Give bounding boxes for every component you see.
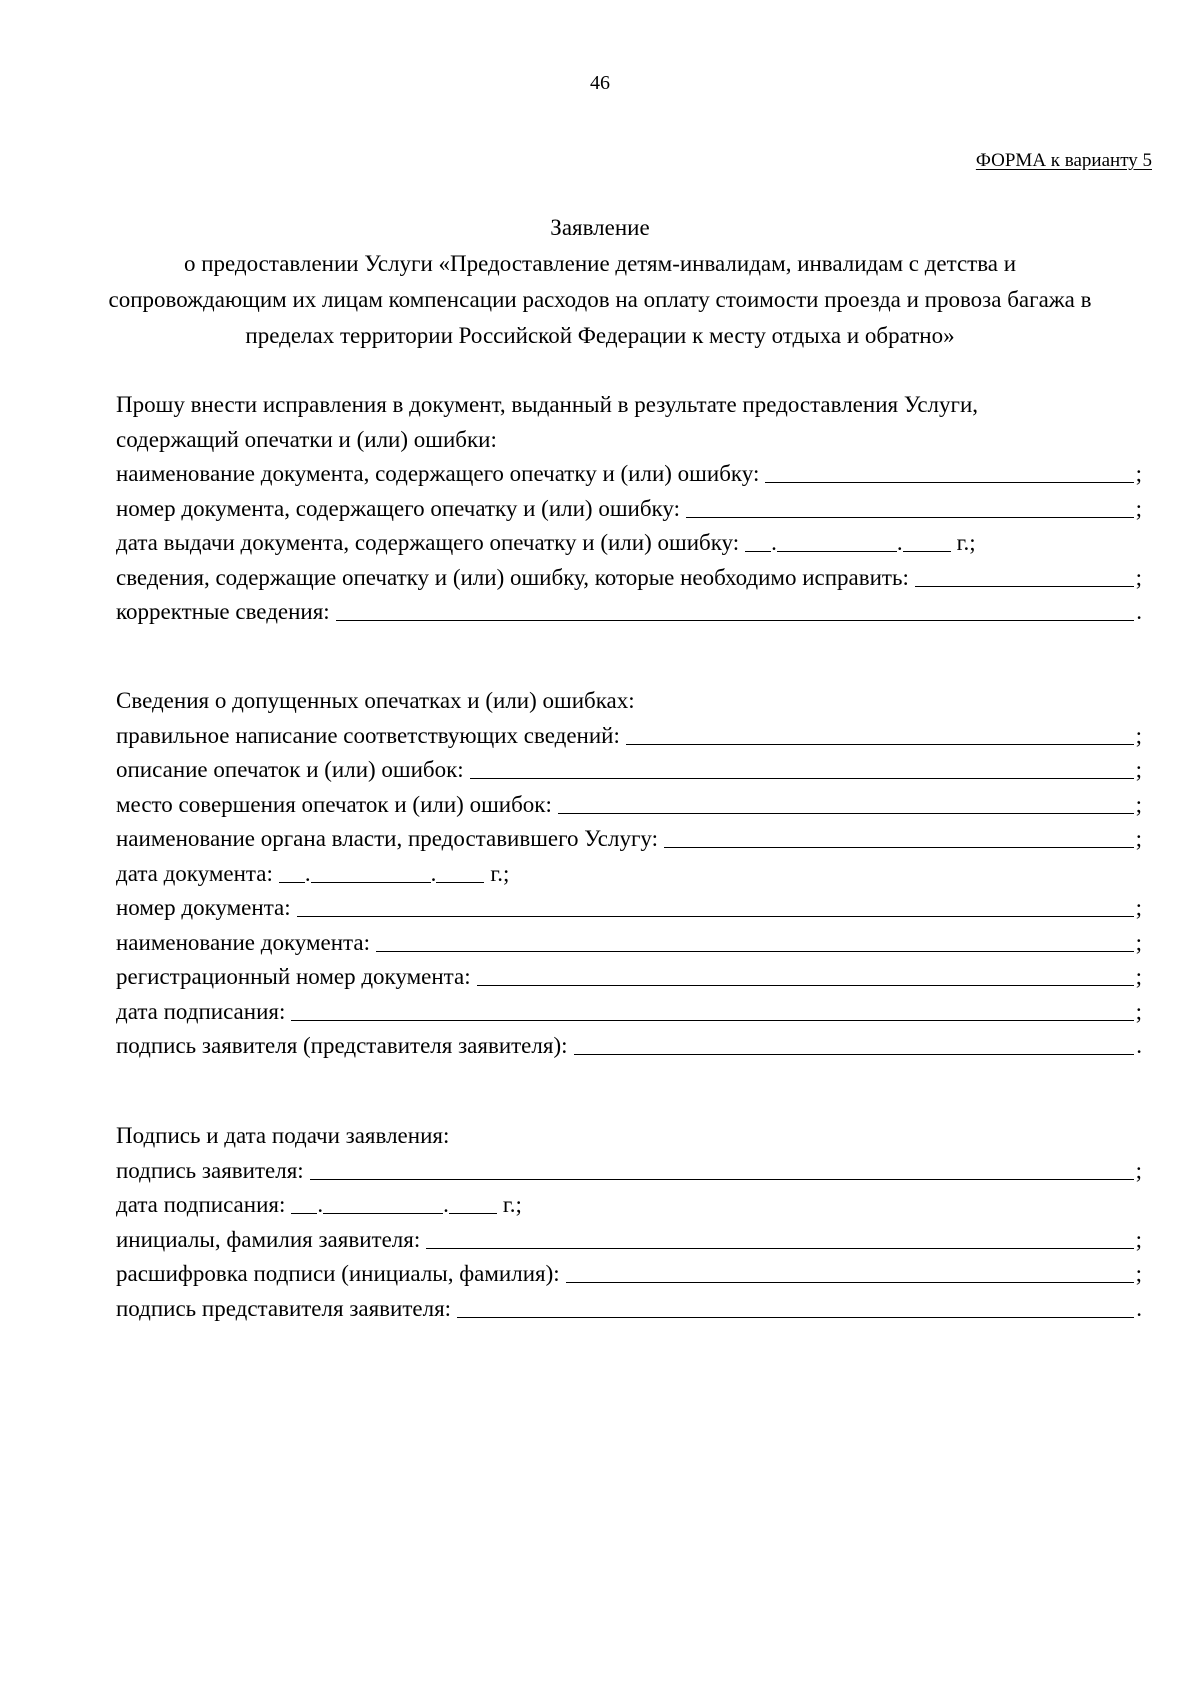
- form-variant-label: ФОРМА к варианту 5: [975, 150, 1152, 171]
- blank-line[interactable]: [626, 726, 1134, 745]
- field-correct-info: [116, 595, 1142, 630]
- date-day-blank[interactable]: [291, 1195, 317, 1214]
- section-heading: Сведения о допущенных опечатках и (или) ошибках:: [116, 688, 635, 713]
- blank-line[interactable]: [477, 967, 1134, 986]
- field-punctuation: ;: [1135, 757, 1142, 782]
- field-label: описание опечаток и (или) ошибок:: [116, 757, 464, 782]
- field-label: наименование документа:: [116, 929, 370, 955]
- field-label: подпись заявителя (представителя заявителя):: [116, 1033, 568, 1058]
- blank-line[interactable]: [558, 795, 1134, 814]
- section-signature: [116, 1119, 1142, 1326]
- blank-line[interactable]: [336, 602, 1135, 621]
- field-applicant-name: [116, 1223, 1142, 1258]
- field-registration-number: [116, 960, 1142, 995]
- field-document-date: [116, 857, 1142, 892]
- field-punctuation: ;: [1135, 929, 1142, 955]
- date-year-blank[interactable]: [903, 533, 951, 552]
- field-punctuation: ;: [1135, 791, 1142, 817]
- field-label: корректные сведения:: [116, 599, 330, 624]
- field-label: инициалы, фамилия заявителя:: [116, 1226, 421, 1252]
- field-label: номер документа:: [116, 895, 291, 920]
- field-document-name: [116, 457, 1142, 492]
- blank-line[interactable]: [310, 1161, 1134, 1180]
- field-signature-transcript: [116, 1257, 1142, 1292]
- date-suffix: г.;: [490, 860, 510, 886]
- section-error-details: [116, 684, 1142, 1064]
- blank-line[interactable]: [470, 760, 1134, 779]
- field-punctuation: .: [1136, 1033, 1142, 1058]
- date-day-blank[interactable]: [745, 533, 771, 552]
- section-heading: Подпись и дата подачи заявления:: [116, 1123, 450, 1148]
- field-punctuation: ;: [1135, 826, 1142, 851]
- blank-line[interactable]: [915, 568, 1134, 587]
- blank-line[interactable]: [664, 829, 1134, 848]
- field-punctuation: ;: [1135, 1226, 1142, 1252]
- field-label: правильное написание соответствующих сведений:: [116, 722, 620, 748]
- field-signing-date: [116, 995, 1142, 1030]
- field-punctuation: ;: [1135, 998, 1142, 1024]
- field-punctuation: ;: [1135, 495, 1142, 521]
- field-label: дата выдачи документа, содержащего опечатку и (или) ошибку:: [116, 530, 740, 555]
- field-label: дата подписания:: [116, 998, 286, 1024]
- field-applicant-signature: [116, 1029, 1142, 1064]
- field-label: сведения, содержащие опечатку и (или) ошибку, которые необходимо исправить:: [116, 564, 909, 590]
- blank-line[interactable]: [376, 933, 1134, 952]
- field-punctuation: ;: [1135, 722, 1142, 748]
- date-month-blank[interactable]: [323, 1195, 443, 1214]
- field-document-name: [116, 926, 1142, 961]
- blank-line[interactable]: [426, 1230, 1133, 1249]
- date-separator: .: [317, 1192, 324, 1217]
- blank-line[interactable]: [574, 1036, 1135, 1055]
- date-year-blank[interactable]: [436, 864, 484, 883]
- blank-line[interactable]: [566, 1264, 1134, 1283]
- date-separator: .: [304, 860, 311, 886]
- field-error-description: [116, 753, 1142, 788]
- date-day-blank[interactable]: [279, 864, 305, 883]
- date-separator: .: [771, 530, 777, 555]
- field-correct-spelling: [116, 719, 1142, 754]
- document-title: Заявление: [550, 215, 650, 240]
- date-suffix: г.;: [956, 530, 976, 555]
- document-subtitle: о предоставлении Услуги «Предоставление детям-инвалидам, инвалидам с детства и сопровождающим их лицам компенсации расходов на оплату стоимости проезда и провоза багажа в пределах территории Российской Федерации к месту отдыха и обратно»: [108, 251, 1092, 348]
- field-punctuation: .: [1136, 1295, 1142, 1321]
- date-separator: .: [896, 530, 903, 555]
- blank-line[interactable]: [457, 1299, 1134, 1318]
- field-issue-date: [116, 526, 1142, 561]
- field-punctuation: ;: [1135, 1261, 1142, 1286]
- date-year-blank[interactable]: [449, 1195, 497, 1214]
- field-error-location: [116, 788, 1142, 823]
- field-punctuation: .: [1136, 599, 1142, 624]
- field-label: дата документа:: [116, 860, 273, 886]
- field-punctuation: ;: [1135, 1157, 1142, 1183]
- field-label: наименование органа власти, предоставившего Услугу:: [116, 826, 658, 851]
- field-representative-signature: [116, 1292, 1142, 1327]
- date-month-blank[interactable]: [777, 533, 897, 552]
- blank-line[interactable]: [297, 898, 1134, 917]
- field-label: наименование документа, содержащего опечатку и (или) ошибку:: [116, 461, 760, 486]
- field-punctuation: ;: [1135, 964, 1142, 989]
- field-label: место совершения опечаток и (или) ошибок:: [116, 791, 552, 817]
- field-punctuation: ;: [1135, 564, 1142, 590]
- field-signing-date: [116, 1188, 1142, 1223]
- field-punctuation: ;: [1135, 895, 1142, 920]
- field-document-number: [116, 891, 1142, 926]
- field-punctuation: ;: [1135, 461, 1142, 486]
- field-label: подпись представителя заявителя:: [116, 1295, 452, 1321]
- field-label: регистрационный номер документа:: [116, 964, 471, 989]
- field-authority-name: [116, 822, 1142, 857]
- intro-line-2: содержащий опечатки и (или) ошибки:: [116, 426, 497, 452]
- field-applicant-signature: [116, 1154, 1142, 1189]
- field-label: подпись заявителя:: [116, 1157, 304, 1183]
- field-erroneous-info: [116, 561, 1142, 596]
- date-separator: .: [430, 860, 437, 886]
- section-correction-request: [116, 388, 1142, 630]
- intro-line-1: Прошу внести исправления в документ, выданный в результате предоставления Услуги,: [116, 392, 979, 417]
- page-number: 46: [590, 72, 610, 94]
- field-label: дата подписания:: [116, 1192, 286, 1217]
- field-document-number: [116, 492, 1142, 527]
- blank-line[interactable]: [291, 1002, 1133, 1021]
- date-suffix: г.;: [502, 1192, 522, 1217]
- date-month-blank[interactable]: [311, 864, 431, 883]
- blank-line[interactable]: [686, 499, 1134, 518]
- date-separator: .: [443, 1192, 449, 1217]
- field-label: расшифровка подписи (инициалы, фамилия):: [116, 1261, 560, 1286]
- field-label: номер документа, содержащего опечатку и (или) ошибку:: [116, 495, 680, 521]
- blank-line[interactable]: [765, 464, 1133, 483]
